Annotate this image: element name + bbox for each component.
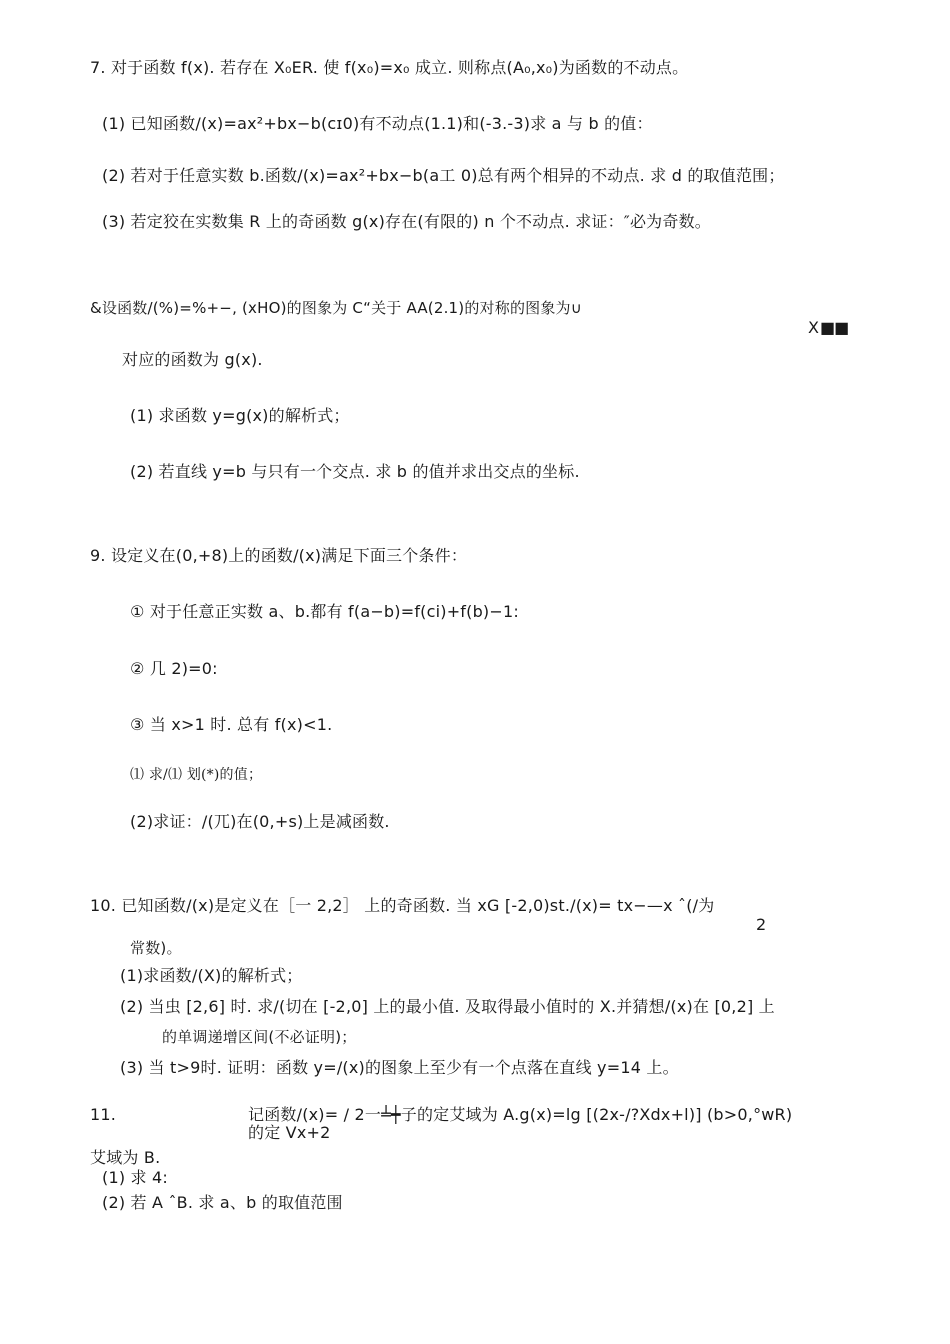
problem-10-fraction-denominator: 2 bbox=[756, 915, 767, 934]
problem-11-statement-line-2: 的定 Vx+2 bbox=[248, 1123, 331, 1142]
problem-9-condition-3: ③ 当 x>1 时. 总有 f(x)<1. bbox=[130, 715, 333, 734]
problem-8-continuation: 对应的函数为 g(x). bbox=[122, 350, 263, 369]
problem-9-condition-1: ① 对于任意正实数 a、b.都有 f(a−b)=f(ci)+f(b)−1: bbox=[130, 602, 519, 621]
problem-11-continuation: 艾域为 B. bbox=[90, 1148, 161, 1167]
problem-10-part-1: (1)求函数/(X)的解析式； bbox=[120, 966, 303, 985]
problem-11-number: 11. bbox=[90, 1105, 117, 1124]
problem-8-intro: &设函数/(%)=%+−, (xHO)的图象为 C“关于 AA(2.1)的对称的图象为∪ bbox=[90, 299, 582, 317]
problem-9-part-1: ⑴ 求/⑴ 划(*)的值； bbox=[130, 767, 263, 783]
problem-10-part-2: (2) 当虫 [2,6] 时. 求/(切在 [-2,0] 上的最小值. 及取得最小值时的 X.并猜想/(x)在 [0,2] 上 bbox=[120, 997, 775, 1016]
problem-8-part-2: (2) 若直线 y=b 与只有一个交点. 求 b 的值并求出交点的坐标. bbox=[130, 462, 580, 481]
problem-8-x-mark: X bbox=[808, 318, 820, 337]
problem-9-part-2: (2)求证：/(兀)在(0,+s)上是减函数. bbox=[130, 812, 390, 831]
problem-10-intro: 10. 已知函数/(x)是定义在［一 2,2］ 上的奇函数. 当 xG [-2,0)st./(x)= tx−—x ˆ(/为 bbox=[90, 896, 715, 915]
problem-7-part-3: (3) 若定狡在实数集 R 上的奇函数 g(x)存在(有限的) n 个不动点. 求证：″必为奇数。 bbox=[102, 212, 711, 231]
problem-7-part-2: (2) 若对于任意实数 b.函数/(x)=ax²+bx−b(a工 0)总有两个相异的不动点. 求 d 的取值范围； bbox=[102, 166, 785, 185]
problem-11-part-1: (1) 求 4: bbox=[102, 1168, 169, 1187]
problem-9-condition-2: ② 几 2)=0: bbox=[130, 659, 218, 678]
problem-8-black-squares: ■■ bbox=[820, 318, 849, 337]
problem-7-intro: 7. 对于函数 f(x). 若存在 X₀ER. 使 f(x₀)=x₀ 成立. 则称点(A₀,x₀)为函数的不动点。 bbox=[90, 58, 689, 77]
problem-10-part-3: (3) 当 t>9时. 证明：函数 y=/(x)的图象上至少有一个点落在直线 y=14 上。 bbox=[120, 1058, 679, 1077]
problem-7-part-1: (1) 已知函数/(x)=ax²+bx−b(cɪ0)有不动点(1.1)和(-3.-3)求 a 与 b 的值： bbox=[102, 114, 653, 133]
problem-11-part-2: (2) 若 A ˆB. 求 a、b 的取值范围 bbox=[102, 1193, 343, 1212]
problem-11-statement: 记函数/(x)= / 2一╧┿子的定艾域为 A.g(x)=lg [(2x-/?Xdx+l)] (b>0,°wR) bbox=[248, 1105, 793, 1124]
problem-9-intro: 9. 设定义在(0,+8)上的函数/(x)满足下面三个条件： bbox=[90, 546, 468, 565]
problem-10-part-2-continuation: 的单调递增区间(不必证明)； bbox=[162, 1028, 357, 1046]
problem-10-continuation: 常数)。 bbox=[130, 939, 182, 957]
problem-8-part-1: (1) 求函数 y=g(x)的解析式； bbox=[130, 406, 350, 425]
